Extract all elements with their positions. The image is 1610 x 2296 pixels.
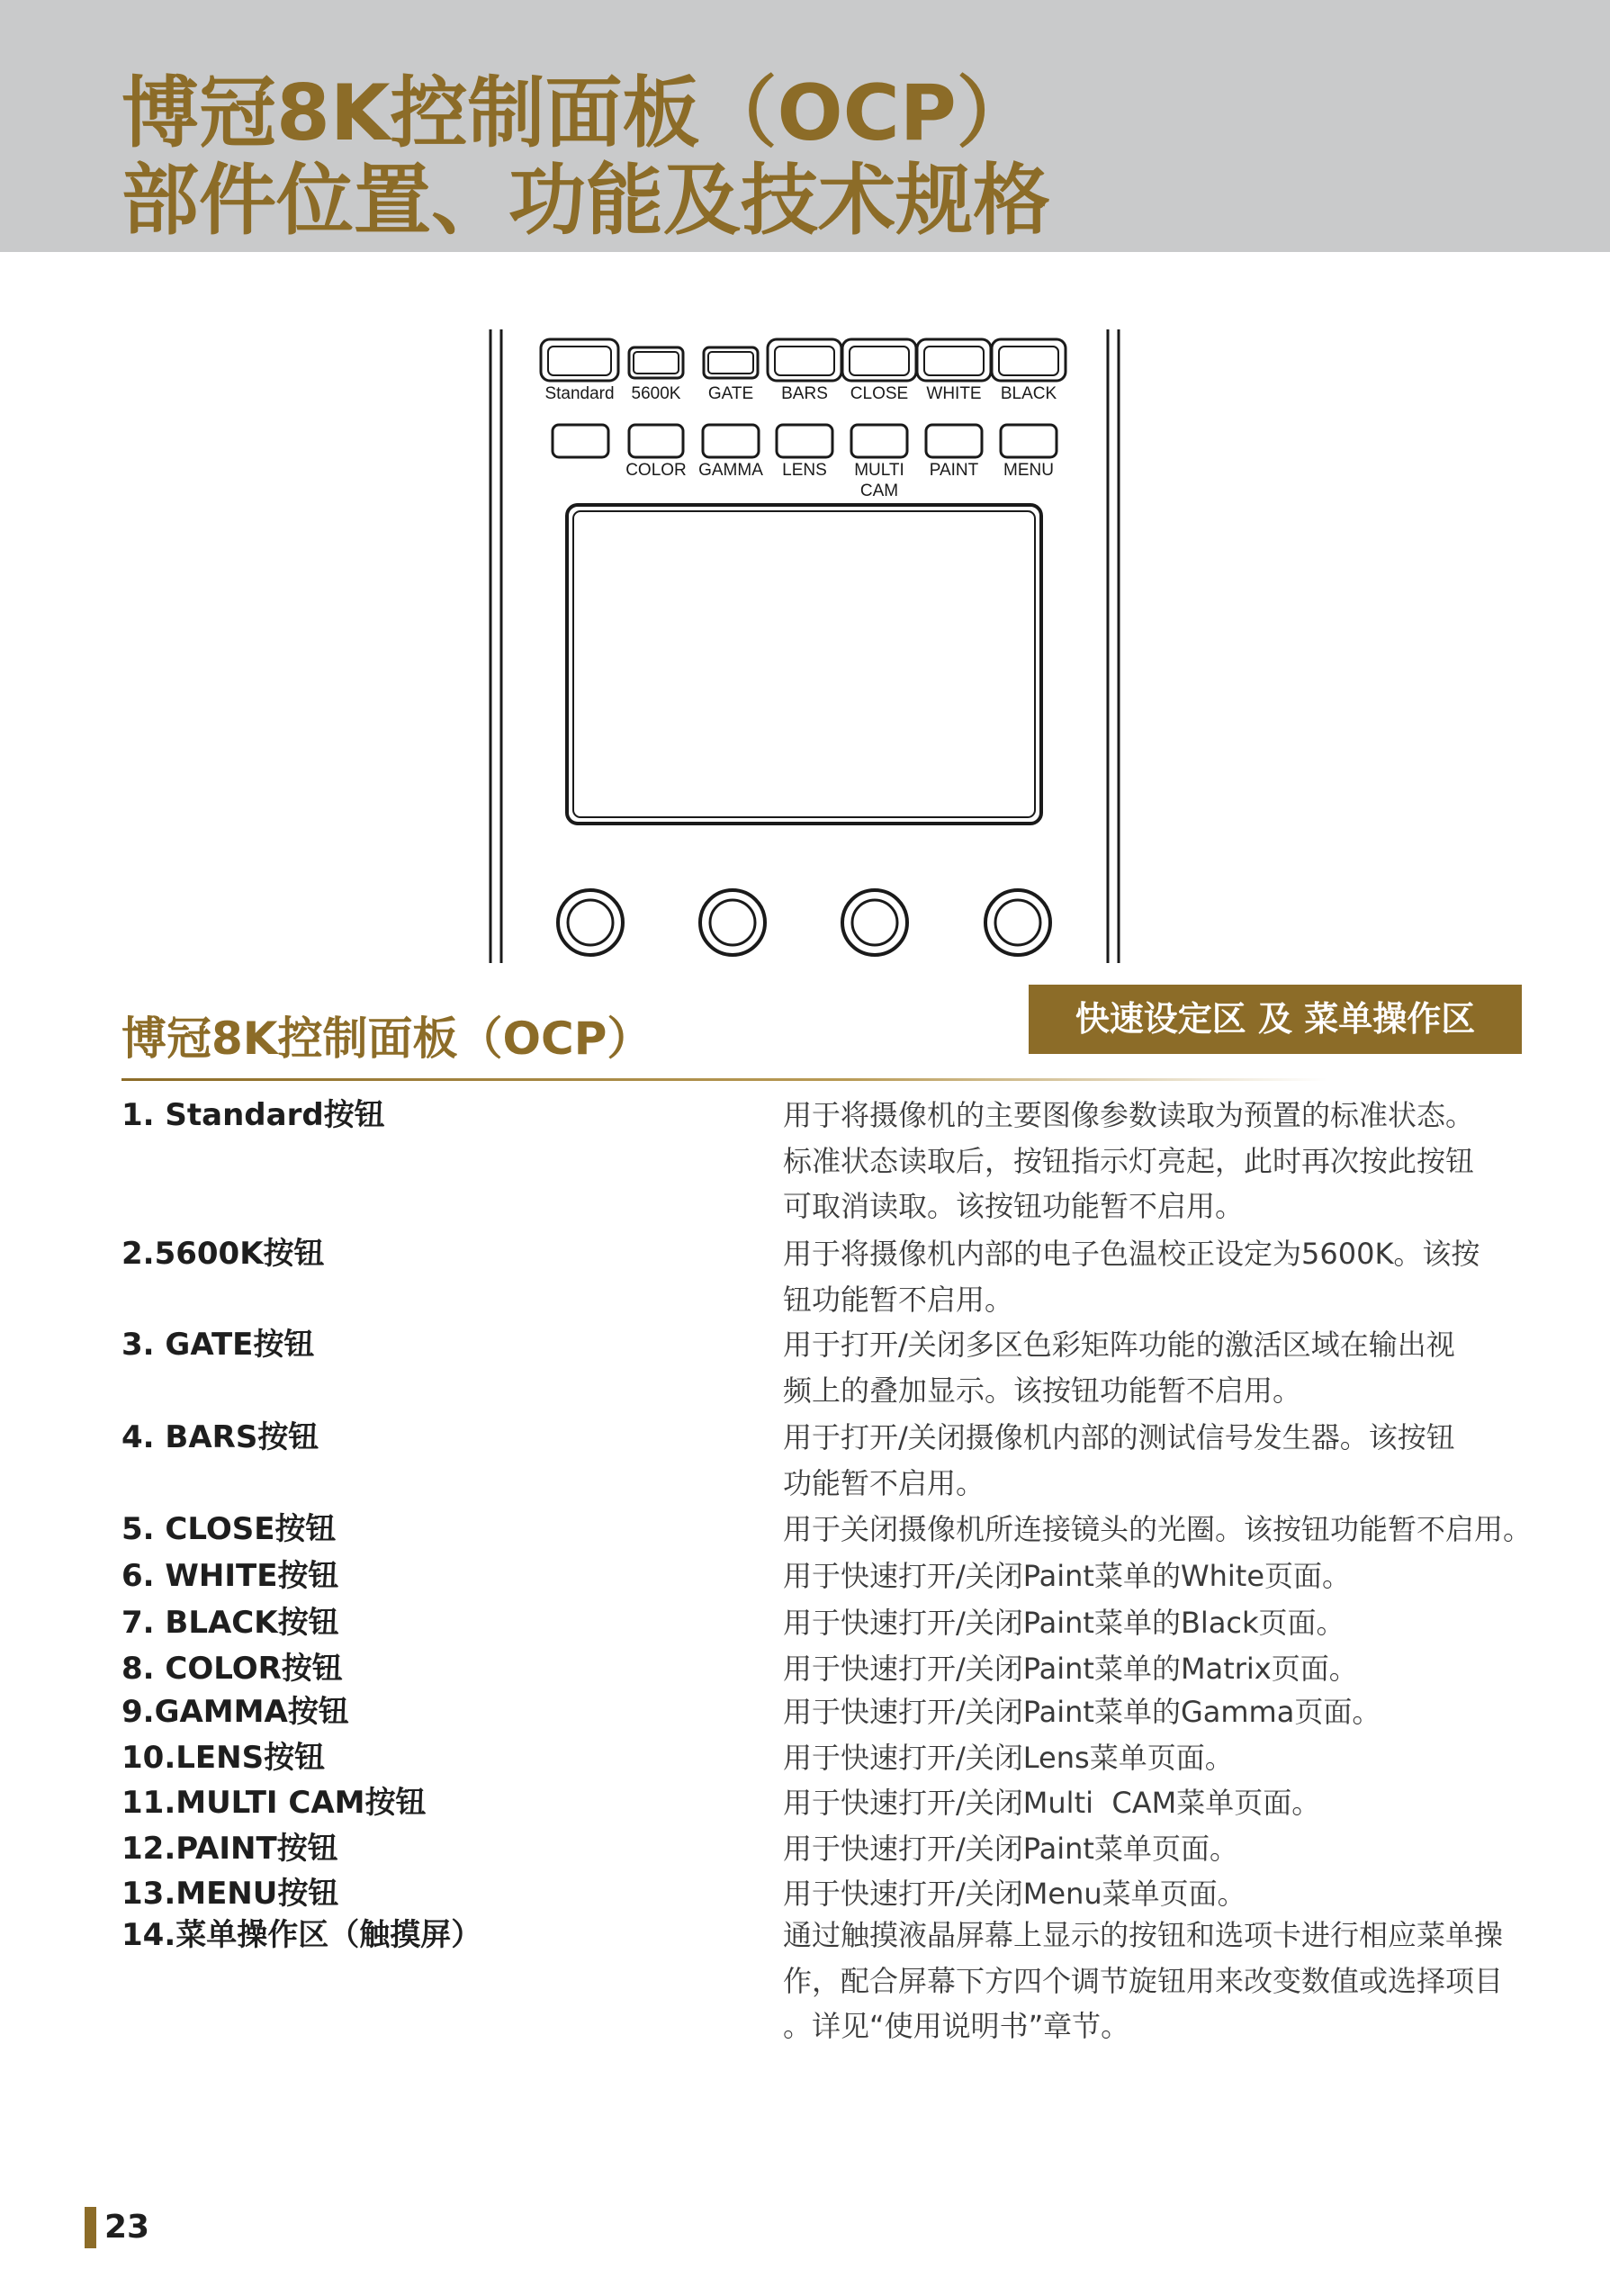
desc-line: 用于将摄像机的主要图像参数读取为预置的标准状态。 bbox=[783, 1098, 1475, 1132]
desc-line: 用于快速打开/关闭Menu菜单页面。 bbox=[783, 1877, 1246, 1911]
desc-line: 用于将摄像机内部的电子色温校正设定为5600K。该按 bbox=[783, 1237, 1480, 1271]
desc-line: 通过触摸液晶屏幕上显示的按钮和选项卡进行相应菜单操 bbox=[783, 1918, 1504, 1952]
desc-line: 钮功能暂不启用。 bbox=[783, 1282, 1014, 1317]
adjust-knob-1[interactable] bbox=[558, 890, 623, 955]
standard-button-label: Standard bbox=[544, 384, 615, 403]
adjust-knob-2[interactable] bbox=[700, 890, 765, 955]
item-label: 8. COLOR按钮 bbox=[121, 1651, 343, 1687]
desc-line: 用于关闭摄像机所连接镜头的光圈。该按钮功能暂不启用。 bbox=[783, 1512, 1533, 1546]
touch-screen[interactable] bbox=[567, 505, 1041, 824]
lens-button-label: LENS bbox=[782, 461, 827, 480]
cam-button-label: CAM bbox=[859, 482, 899, 500]
page-header-band bbox=[0, 0, 1610, 252]
page-title-line2: 部件位置、功能及技术规格 bbox=[121, 156, 1050, 246]
bars-button-label: BARS bbox=[781, 384, 828, 403]
paint-button-label: PAINT bbox=[929, 461, 979, 480]
close-button-label: CLOSE bbox=[850, 384, 909, 403]
paint-button[interactable] bbox=[926, 425, 982, 457]
item-label: 3. GATE按钮 bbox=[121, 1327, 315, 1363]
item-label: 4. BARS按钮 bbox=[121, 1419, 319, 1455]
item-description bbox=[783, 1553, 1351, 1599]
item-description bbox=[783, 1415, 1455, 1506]
black-button-label: BLACK bbox=[1000, 384, 1057, 403]
gamma-button[interactable] bbox=[703, 425, 759, 457]
item-description bbox=[783, 1646, 1358, 1692]
desc-line: 标准状态读取后，按钮指示灯亮起，此时再次按此按钮 bbox=[783, 1143, 1475, 1178]
item-label: 2.5600K按钮 bbox=[121, 1236, 325, 1272]
item-label: 14.菜单操作区（触摸屏） bbox=[121, 1917, 482, 1953]
desc-line: 可取消读取。该按钮功能暂不启用。 bbox=[783, 1189, 1245, 1223]
page-title-line1: 博冠8K控制面板（OCP） bbox=[121, 68, 1034, 158]
gamma-button-label: GAMMA bbox=[698, 461, 763, 480]
desc-line: 用于快速打开/关闭Paint菜单的Matrix页面。 bbox=[783, 1652, 1358, 1686]
multi-cam-button[interactable] bbox=[851, 425, 907, 457]
item-description bbox=[783, 1826, 1238, 1872]
color-button[interactable] bbox=[629, 425, 683, 457]
ocp-panel-diagram bbox=[487, 329, 1122, 963]
adjust-knob-3[interactable] bbox=[842, 890, 907, 955]
desc-line: 用于打开/关闭多区色彩矩阵功能的激活区域在输出视 bbox=[783, 1328, 1455, 1362]
desc-line: 用于快速打开/关闭Paint菜单的Black页面。 bbox=[783, 1606, 1345, 1640]
item-label: 6. WHITE按钮 bbox=[121, 1558, 339, 1594]
desc-line: 用于快速打开/关闭Lens菜单页面。 bbox=[783, 1741, 1234, 1775]
item-label: 13.MENU按钮 bbox=[121, 1876, 339, 1912]
item-label: 12.PAINT按钮 bbox=[121, 1831, 338, 1867]
desc-line: 用于快速打开/关闭Paint菜单页面。 bbox=[783, 1832, 1238, 1866]
desc-line: 。详见“使用说明书”章节。 bbox=[783, 2009, 1130, 2043]
gate-button-label: GATE bbox=[707, 384, 754, 403]
menu-button-label: MENU bbox=[1003, 461, 1054, 480]
desc-line: 用于快速打开/关闭Paint菜单的Gamma页面。 bbox=[783, 1695, 1381, 1729]
desc-line: 频上的叠加显示。该按钮功能暂不启用。 bbox=[783, 1373, 1302, 1408]
desc-line: 作，配合屏幕下方四个调节旋钮用来改变数值或选择项目 bbox=[783, 1963, 1504, 1998]
item-description bbox=[783, 1689, 1381, 1735]
desc-line: 功能暂不启用。 bbox=[783, 1465, 985, 1500]
item-label: 11.MULTI CAM按钮 bbox=[121, 1785, 427, 1821]
white-button-label: WHITE bbox=[926, 384, 982, 403]
item-label: 9.GAMMA按钮 bbox=[121, 1694, 349, 1730]
5600k-button-label: 5600K bbox=[631, 384, 681, 403]
item-label: 5. CLOSE按钮 bbox=[121, 1511, 337, 1547]
menu-button[interactable] bbox=[1001, 425, 1057, 457]
desc-line: 用于快速打开/关闭Paint菜单的White页面。 bbox=[783, 1559, 1352, 1593]
adjust-knob-4[interactable] bbox=[985, 890, 1050, 955]
page-number-bar bbox=[85, 2207, 96, 2248]
item-description bbox=[783, 1913, 1503, 2049]
section-title: 博冠8K控制面板（OCP） bbox=[121, 1013, 652, 1065]
item-description bbox=[783, 1231, 1480, 1322]
item-description bbox=[783, 1871, 1246, 1917]
item-description bbox=[783, 1735, 1234, 1781]
item-description bbox=[783, 1600, 1345, 1646]
color-button-label: COLOR bbox=[625, 461, 687, 480]
unlabeled-button[interactable] bbox=[553, 425, 608, 457]
lens-button[interactable] bbox=[777, 425, 832, 457]
item-description bbox=[783, 1507, 1532, 1553]
item-description bbox=[783, 1093, 1474, 1229]
item-label: 7. BLACK按钮 bbox=[121, 1605, 339, 1641]
item-label: 1. Standard按钮 bbox=[121, 1097, 385, 1133]
desc-line: 用于快速打开/关闭Multi CAM菜单页面。 bbox=[783, 1786, 1321, 1820]
section-tag: 快速设定区 及 菜单操作区 bbox=[1029, 985, 1522, 1054]
item-description bbox=[783, 1322, 1455, 1413]
section-divider bbox=[121, 1078, 1327, 1081]
page-number: 23 bbox=[104, 2209, 150, 2246]
multi-button-label: MULTI bbox=[854, 461, 904, 480]
desc-line: 用于打开/关闭摄像机内部的测试信号发生器。该按钮 bbox=[783, 1420, 1455, 1454]
item-description bbox=[783, 1780, 1320, 1826]
item-label: 10.LENS按钮 bbox=[121, 1740, 326, 1776]
